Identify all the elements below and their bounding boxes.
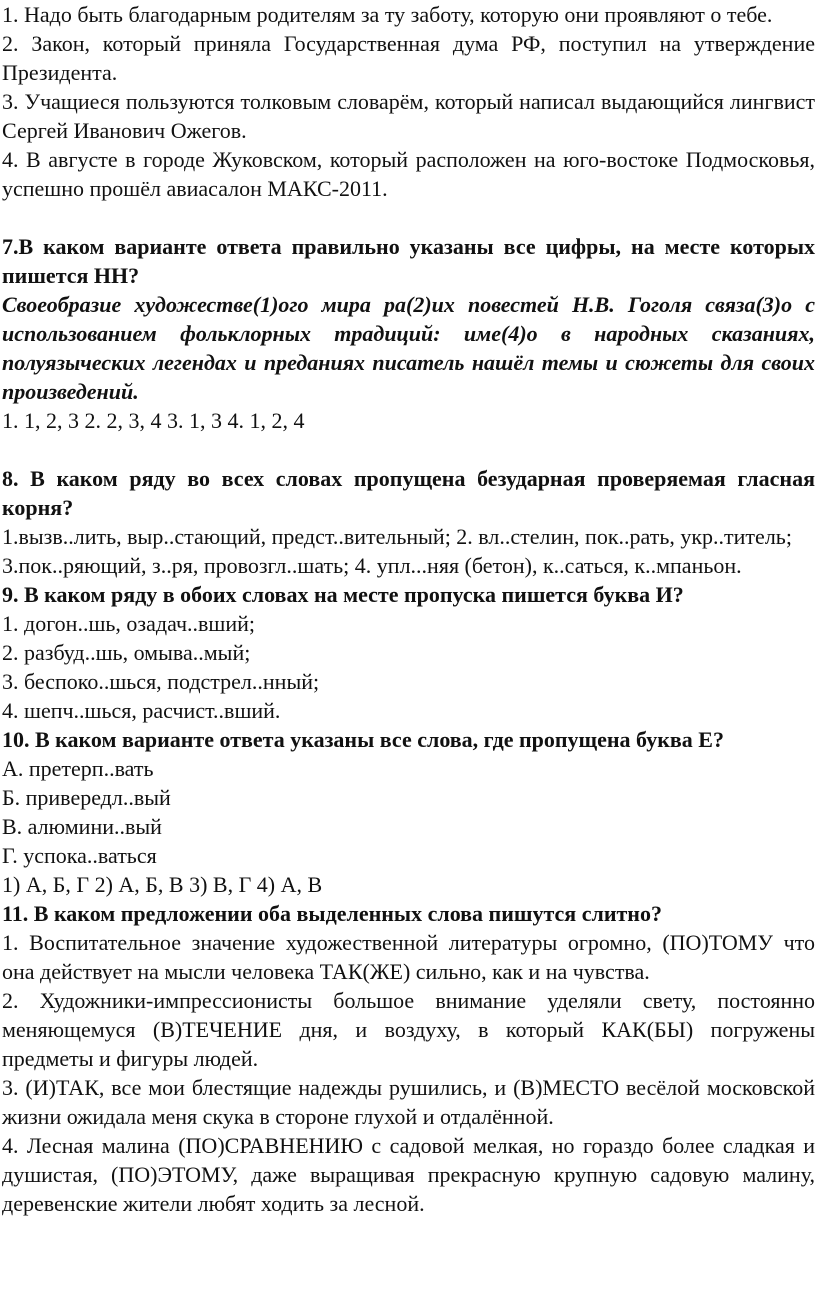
question-8-options-1-2: 1.вызв..лить, выр..стающий, предст..вительный; 2. вл..стелин, пок..рать, укр..титель; <box>2 524 792 549</box>
question-7-text: Своеобразие художестве(1)ого мира ра(2)их повестей Н.В. Гоголя связа(3)о с использованием фольклорных традиций: име(4)о в народных сказаниях, полуязыческих легендах и преданиях писатель нашёл темы и сюжеты для своих произведений. <box>2 292 815 404</box>
question-7-options: 1. 1, 2, 3 2. 2, 3, 4 3. 1, 3 4. 1, 2, 4 <box>2 408 305 433</box>
question-11-sentence-2: 2. Художники-импрессионисты большое внимание уделяли свету, постоянно меняющемуся (В)ТЕЧЕНИЕ дня, и воздуху, в который КАК(БЫ) погружены предметы и фигуры людей. <box>2 988 815 1071</box>
question-11-sentence-4: 4. Лесная малина (ПО)СРАВНЕНИЮ с садовой мелкая, но гораздо более сладкая и душистая, (ПО)ЭТОМУ, даже выращивая прекрасную крупную садовую малину, деревенские жители любят ходить за лесной. <box>2 1133 815 1216</box>
question-10-item-a: А. претерп..вать <box>2 756 154 781</box>
question-9-option-1: 1. догон..шь, озадач..вший; <box>2 611 255 636</box>
question-10-item-b: Б. привередл..вый <box>2 785 171 810</box>
question-9-option-2: 2. разбуд..шь, омыва..мый; <box>2 640 251 665</box>
question-11-sentence-1: 1. Воспитательное значение художественной литературы огромно, (ПО)ТОМУ что она действует на мысли человека ТАК(ЖЕ) сильно, как и на чувства. <box>2 930 815 984</box>
sentence-1: 1. Надо быть благодарным родителям за ту заботу, которую они проявляют о тебе. <box>2 2 773 27</box>
spacer <box>2 435 815 464</box>
question-9-title: 9. В каком ряду в обоих словах на месте пропуска пишется буква И? <box>2 582 684 607</box>
question-10-answers: 1) А, Б, Г 2) А, Б, В 3) В, Г 4) А, В <box>2 872 323 897</box>
sentence-4: 4. В августе в городе Жуковском, который расположен на юго-востоке Подмосковья, успешно прошёл авиасалон МАКС-2011. <box>2 147 815 201</box>
question-10-item-c: В. алюмини..вый <box>2 814 162 839</box>
spacer <box>2 203 815 232</box>
sentence-2: 2. Закон, который приняла Государственная дума РФ, поступил на утверждение Президента. <box>2 31 815 85</box>
sentence-3: 3. Учащиеся пользуются толковым словарём, который написал выдающийся лингвист Сергей Иванович Ожегов. <box>2 89 815 143</box>
question-10-title: 10. В каком варианте ответа указаны все слова, где пропущена буква Е? <box>2 727 724 752</box>
question-8-options-3-4: 3.пок..ряющий, з..ря, провозгл..шать; 4. упл...няя (бетон), к..саться, к..мпаньон. <box>2 553 742 578</box>
question-9-option-4: 4. шепч..шься, расчист..вший. <box>2 698 281 723</box>
question-10-item-d: Г. успока..ваться <box>2 843 157 868</box>
question-11-sentence-3: 3. (И)ТАК, все мои блестящие надежды рушились, и (В)МЕСТО весёлой московской жизни ожидала меня скука в стороне глухой и отдалённой. <box>2 1075 815 1129</box>
question-8-title: 8. В каком ряду во всех словах пропущена безударная проверяемая гласная корня? <box>2 466 815 520</box>
question-11-title: 11. В каком предложении оба выделенных слова пишутся слитно? <box>2 901 662 926</box>
document-page <box>2 0 815 1218</box>
question-7-title: 7.В каком варианте ответа правильно указаны все цифры, на месте которых пишется НН? <box>2 234 815 288</box>
question-9-option-3: 3. беспоко..шься, подстрел..нный; <box>2 669 320 694</box>
